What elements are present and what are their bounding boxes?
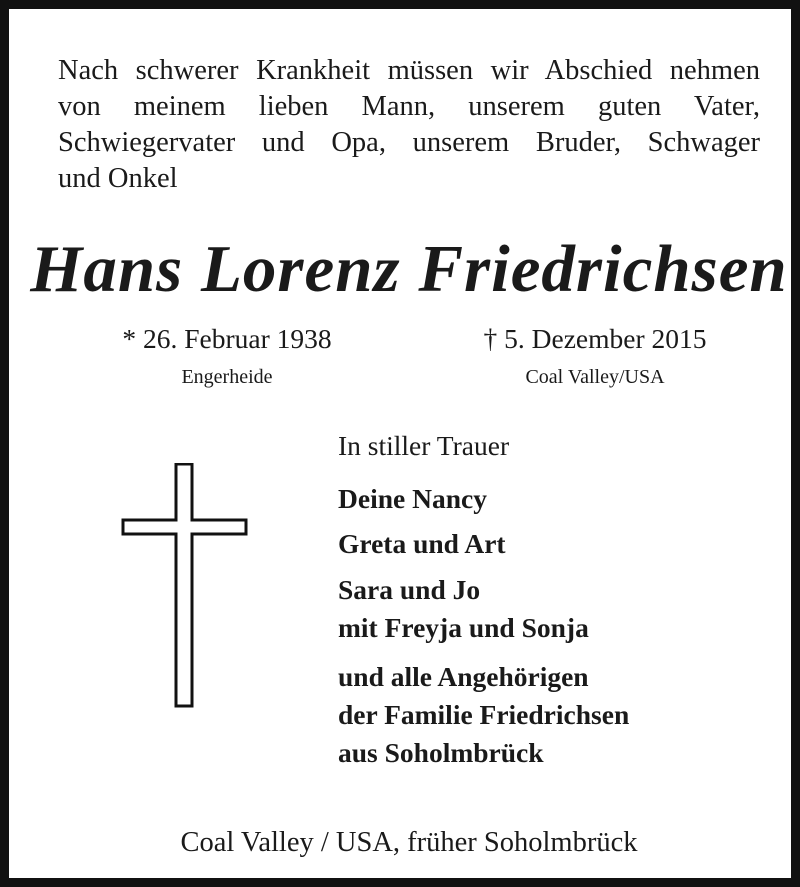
footer-location: Coal Valley / USA, früher Soholmbrück: [180, 827, 638, 858]
mourner-line: und alle Angehörigen: [338, 661, 589, 692]
intro-line: Nach schwerer Krankheit müssen wir Abschied nehmen: [58, 55, 760, 86]
birth-date: * 26. Februar 1938: [122, 323, 332, 354]
mourning-intro: In stiller Trauer: [338, 430, 510, 461]
intro-line: und Onkel: [58, 163, 178, 194]
mourner-line: der Familie Friedrichsen: [338, 699, 630, 730]
intro-line: von meinem lieben Mann, unserem guten Vater,: [58, 91, 760, 122]
latin-cross-icon: [121, 463, 248, 708]
mourner-line: mit Freyja und Sonja: [338, 612, 589, 643]
intro-line: Schwiegervater und Opa, unserem Bruder, Schwager: [58, 127, 760, 158]
mourner-line: Sara und Jo: [338, 574, 481, 605]
mourner-line: Deine Nancy: [338, 483, 487, 514]
mourner-line: aus Soholmbrück: [338, 737, 544, 768]
deceased-name: Hans Lorenz Friedrichsen: [30, 232, 788, 306]
birth-place: Engerheide: [181, 366, 273, 388]
mourner-entry: [338, 571, 589, 647]
death-place: Coal Valley/USA: [525, 366, 665, 388]
intro-text: [58, 53, 760, 197]
mourner-entry: [338, 525, 506, 563]
mourner-line: Greta und Art: [338, 528, 506, 559]
mourner-entry: [338, 658, 629, 772]
mourner-entry: [338, 480, 487, 518]
death-date: † 5. Dezember 2015: [483, 323, 707, 354]
